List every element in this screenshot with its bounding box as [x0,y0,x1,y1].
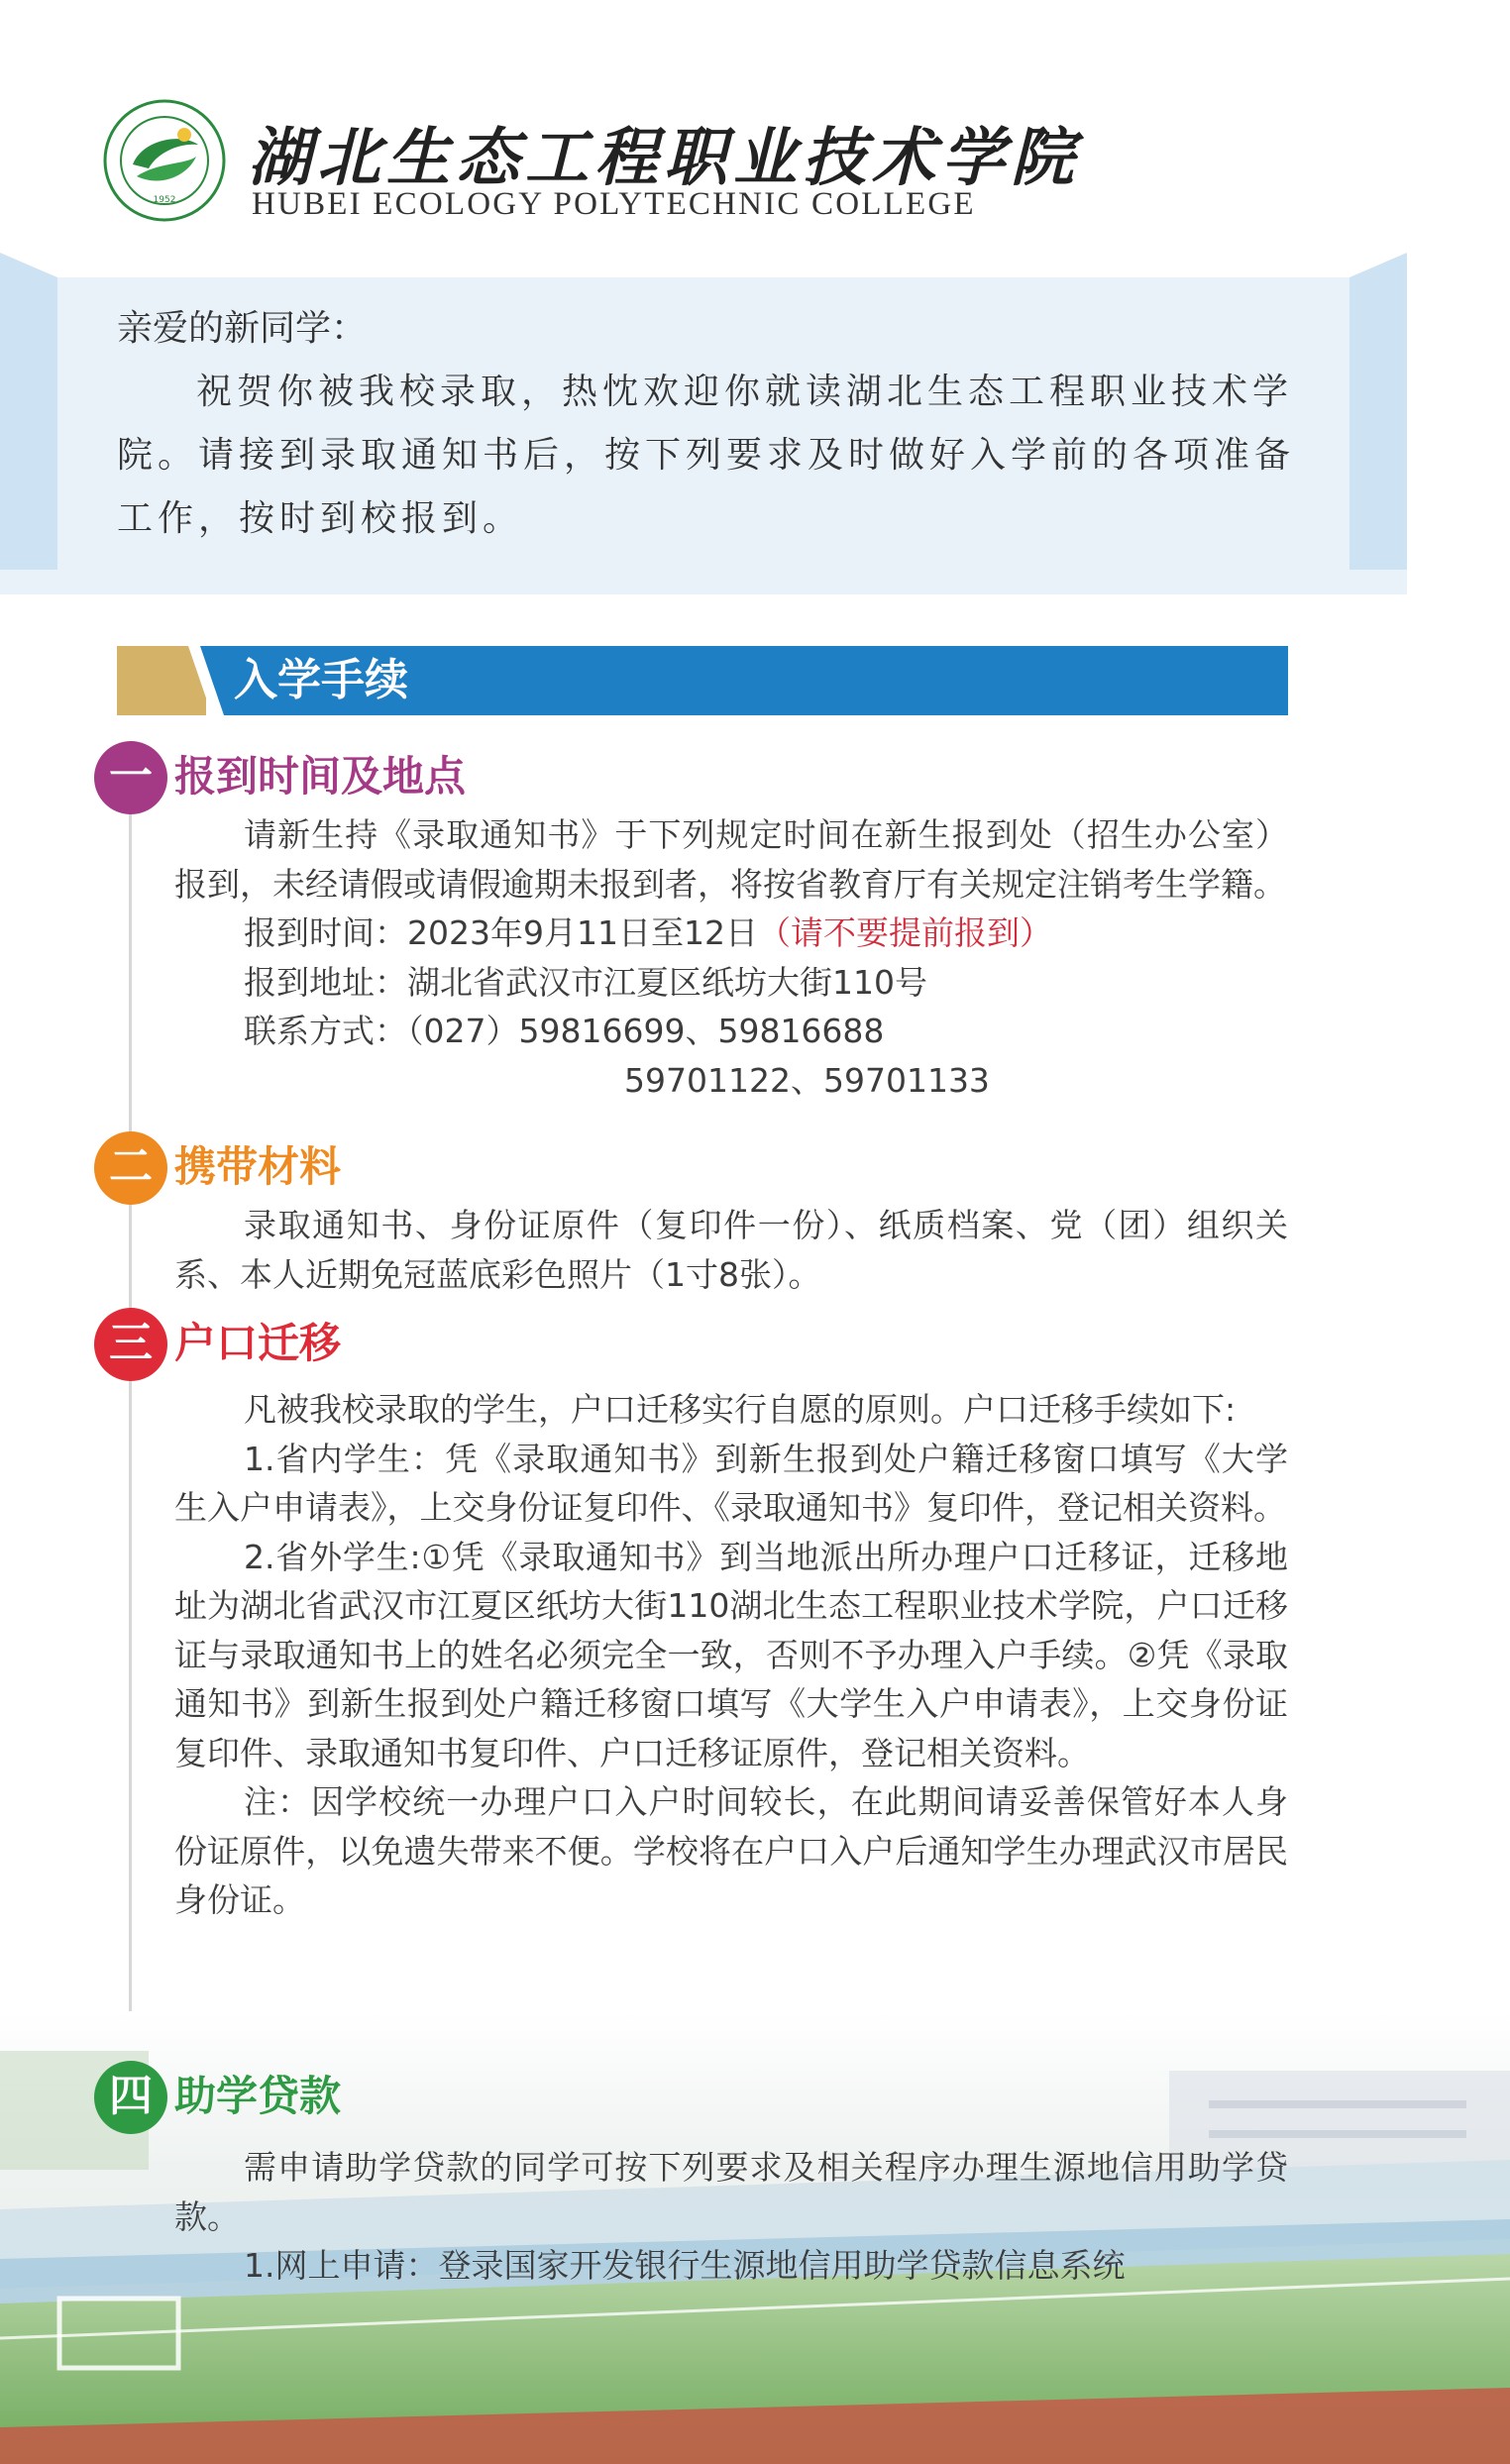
college-name-cn: 湖北生态工程职业技术学院 [248,121,1080,195]
item-title-household: 户口迁移 [174,1319,342,1367]
time-note: （请不要提前报到） [757,913,1052,952]
college-name-en: HUBEI ECOLOGY POLYTECHNIC COLLEGE [252,186,976,222]
household-in-province: 1.省内学生：凭《录取通知书》到新生报到处户籍迁移窗口填写《大学生入户申请表》，上交身份证复印件、《录取通知书》复印件，登记相关资料。 [174,1439,1288,1527]
household-note: 注：因学校统一办理户口入户时间较长，在此期间请妥善保管好本人身份证原件，以免遗失带来不便。学校将在户口入户后通知学生办理武汉市居民身份证。 [174,1782,1288,1919]
registration-address [174,958,1288,1008]
loan-online-apply: 1.网上申请：登录国家开发银行生源地信用助学贷款信息系统 [244,2246,1126,2285]
item-title-loan: 助学贷款 [174,2072,342,2120]
section-title: 入学手续 [234,655,408,705]
item-body-materials [174,1201,1288,1299]
item-title-registration: 报到时间及地点 [174,752,467,801]
welcome-letter [117,297,1306,551]
registration-contact [174,1007,1288,1056]
welcome-paragraph: 祝贺你被我校录取，热忱欢迎你就读湖北生态工程职业技术学院。请接到录取通知书后，按下列要求及时做好入学前的各项准备工作，按时到校报到。 [117,372,1296,539]
registration-intro: 请新生持《录取通知书》于下列规定时间在新生报到处（招生办公室）报到，未经请假或请假逾期未报到者，将按省教育厅有关规定注销考生学籍。 [174,815,1288,904]
address-value: 湖北省武汉市江夏区纸坊大街110号 [407,962,927,1002]
address-label: 报到地址： [244,962,407,1002]
item-body-registration [174,810,1288,1105]
loan-intro: 需申请助学贷款的同学可按下列要求及相关程序办理生源地信用助学贷款。 [174,2148,1288,2236]
contact-label: 联系方式： [244,1012,407,1050]
item-body-loan [174,2143,1288,2291]
contact-phone-2: 59701122、59701133 [624,1060,990,1100]
household-intro: 凡被我校录取的学生，户口迁移实行自愿的原则。户口迁移手续如下: [244,1390,1237,1429]
greeting: 亲爱的新同学： [117,308,368,349]
page-header [0,0,1510,258]
item-number-badge: 一 [94,741,167,814]
item-title-materials: 携带材料 [174,1142,342,1191]
item-number-badge: 四 [94,2061,167,2134]
household-out-province: 2.省外学生:①凭《录取通知书》到当地派出所办理户口迁移证，迁移地址为湖北省武汉市江夏区纸坊大街110湖北生态工程职业技术学院，户口迁移证与录取通知书上的姓名必须完全一致，否则不予办理入户手续。②凭《录取通知书》到新生报到处户籍迁移窗口填写《大学生入户申请表》，上交身份证复印件、录取通知书复印件、户口迁移证原件，登记相关资料。 [174,1537,1288,1772]
time-label: 报到时间： [244,913,407,952]
item-number-badge: 二 [94,1131,167,1205]
materials-text: 录取通知书、身份证原件（复印件一份）、纸质档案、党（团）组织关系、本人近期免冠蓝底彩色照片（1寸8张）。 [174,1206,1288,1294]
timeline-line [129,773,132,2150]
svg-text:1952: 1952 [153,195,176,205]
contact-phone-1: （027）59816699、59816688 [407,1012,885,1050]
registration-time [174,909,1288,958]
item-number-badge: 三 [94,1308,167,1381]
item-body-household [174,1385,1288,1925]
college-logo [103,99,226,222]
time-value: 2023年9月11日至12日 [407,913,758,952]
